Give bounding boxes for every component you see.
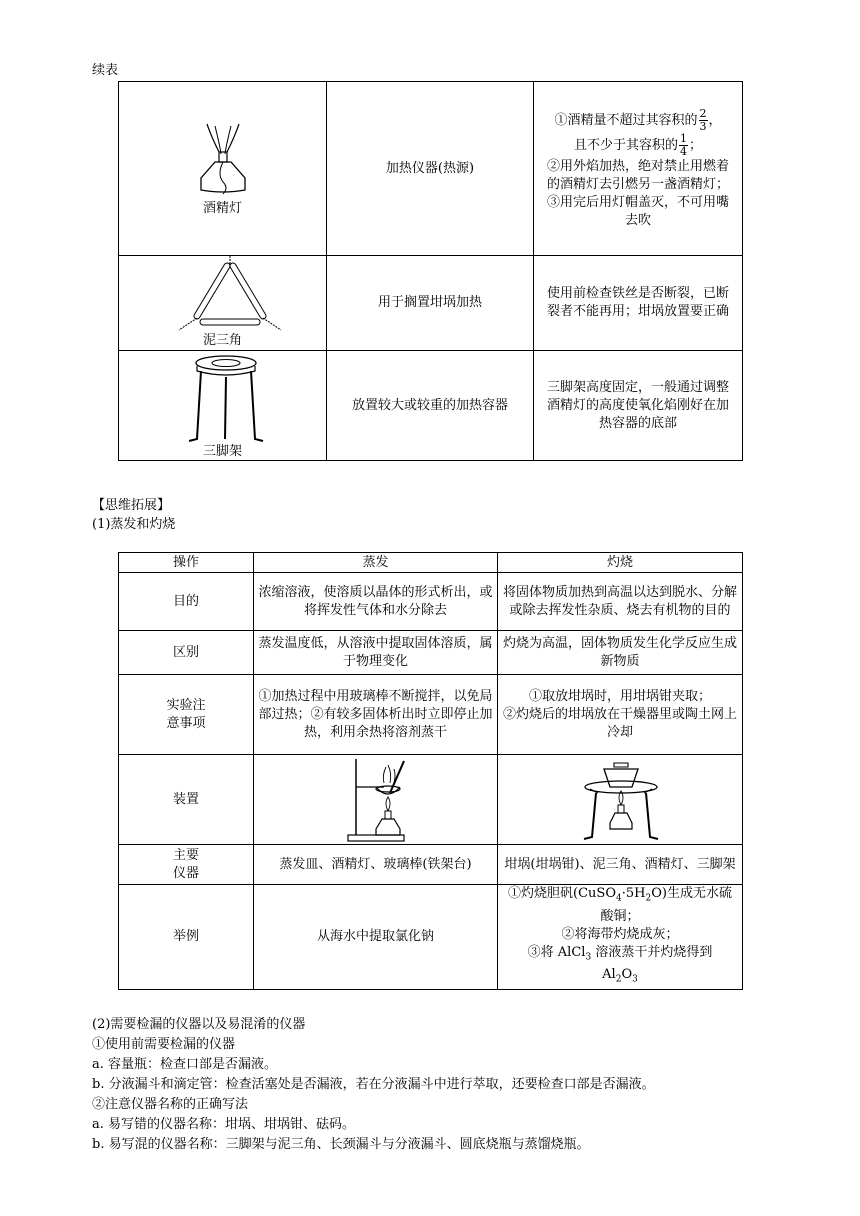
instrument-cell: [119, 351, 327, 461]
column-header: 蒸发: [254, 553, 498, 573]
evaporation-cell: 蒸发皿、酒精灯、玻璃棒(铁架台): [254, 845, 498, 885]
column-header: 灼烧: [498, 553, 743, 573]
subsection-title: (1)蒸发和灼烧: [92, 517, 176, 532]
fraction: $\frac{1}{4}$: [680, 131, 687, 158]
instrument-note: ①酒精量不超过其容积的 $\frac{2}{3}$ ， 且不少于其容积的 $\frac{1}{4}$ ； ②用外焰加热，绝对禁止用燃着的酒精灯去引燃另一盏酒精灯； ③用完后用灯帽盖灭，不可用嘴去吹: [534, 82, 743, 256]
table-row: [119, 82, 743, 256]
alcohol-lamp-icon: [193, 122, 253, 202]
row-label: 主要 仪器: [119, 845, 254, 885]
table-row: [119, 631, 743, 675]
instrument-cell: [119, 82, 327, 256]
burning-cell: 将固体物质加热到高温以达到脱水、分解或除去挥发性杂质、烧去有机物的目的: [498, 573, 743, 631]
row-label: 举例: [119, 885, 254, 990]
evaporation-apparatus-cell: [254, 755, 498, 845]
table-header-row: [119, 553, 743, 573]
row-label: 区别: [119, 631, 254, 675]
evaporation-burning-table: [118, 552, 743, 990]
row-label: 实验注 意事项: [119, 675, 254, 755]
evaporation-cell: ①加热过程中用玻璃棒不断搅拌，以免局部过热；②有较多固体析出时立即停止加热，利用余热将溶剂蒸干: [254, 675, 498, 755]
tripod-icon: [181, 353, 271, 449]
fraction: $\frac{2}{3}$: [699, 106, 707, 133]
clay-triangle-icon: [175, 256, 285, 336]
table-row: [119, 573, 743, 631]
instrument-use: 加热仪器(热源): [327, 82, 534, 256]
crucible-burning-apparatus-icon: [578, 757, 664, 843]
burning-cell: 灼烧为高温，固体物质发生化学反应生成新物质: [498, 631, 743, 675]
instrument-note: 使用前检查铁丝是否断裂，已断裂者不能再用；坩埚放置要正确: [534, 256, 743, 351]
list-item: a. 容量瓶：检查口部是否漏液。: [92, 1057, 278, 1072]
list-item: b. 易写混的仪器名称：三脚架与泥三角、长颈漏斗与分液漏斗、圆底烧瓶与蒸馏烧瓶。: [92, 1137, 590, 1152]
list-item: ②注意仪器名称的正确写法: [92, 1097, 249, 1112]
subsection-title: (2)需要检漏的仪器以及易混淆的仪器: [92, 1017, 306, 1032]
instrument-name: 酒精灯: [202, 201, 242, 216]
list-item: b. 分液漏斗和滴定管：检查活塞处是否漏液，若在分液漏斗中进行萃取，还要检查口部是否漏液。: [92, 1077, 655, 1092]
table-row: [119, 675, 743, 755]
column-header: 操作: [119, 553, 254, 573]
row-label: 装置: [119, 755, 254, 845]
evaporation-cell: 浓缩溶液，使溶质以晶体的形式析出，或将挥发性气体和水分除去: [254, 573, 498, 631]
table-row: [119, 885, 743, 990]
instrument-table: [118, 81, 743, 461]
evaporation-cell: 从海水中提取氯化钠: [254, 885, 498, 990]
continued-label: 续表: [92, 63, 119, 78]
instrument-name: 三脚架: [202, 444, 242, 459]
table-row: [119, 755, 743, 845]
instrument-note: 三脚架高度固定，一般通过调整酒精灯的高度使氧化焰刚好在加热容器的底部: [534, 351, 743, 461]
list-item: a. 易写错的仪器名称：坩埚、坩埚钳、砝码。: [92, 1117, 356, 1132]
instrument-use: 用于搁置坩埚加热: [327, 256, 534, 351]
burning-cell: ①取放坩埚时，用坩埚钳夹取； ②灼烧后的坩埚放在干燥器里或陶土网上冷却: [498, 675, 743, 755]
table-row: [119, 256, 743, 351]
list-item: ①使用前需要检漏的仪器: [92, 1037, 236, 1052]
evaporation-cell: 蒸发温度低，从溶液中提取固体溶质，属于物理变化: [254, 631, 498, 675]
section-title: 【思维拓展】: [92, 498, 171, 513]
table-row: [119, 351, 743, 461]
row-label: 目的: [119, 573, 254, 631]
instrument-name: 泥三角: [202, 333, 242, 348]
burning-apparatus-cell: [498, 755, 743, 845]
instrument-use: 放置较大或较重的加热容器: [327, 351, 534, 461]
burning-cell: ①灼烧胆矾$(CuSO_4\cdot 5H_2O)$生成无水硫酸铜； ②将海带灼烧成灰； ③将 AlCl$_3$ 溶液蒸干并灼烧得到 $Al_2O_3$: [498, 885, 743, 990]
burning-cell: 坩埚(坩埚钳)、泥三角、酒精灯、三脚架: [498, 845, 743, 885]
table-row: [119, 845, 743, 885]
instrument-cell: [119, 256, 327, 351]
evaporation-apparatus-icon: [344, 757, 424, 843]
